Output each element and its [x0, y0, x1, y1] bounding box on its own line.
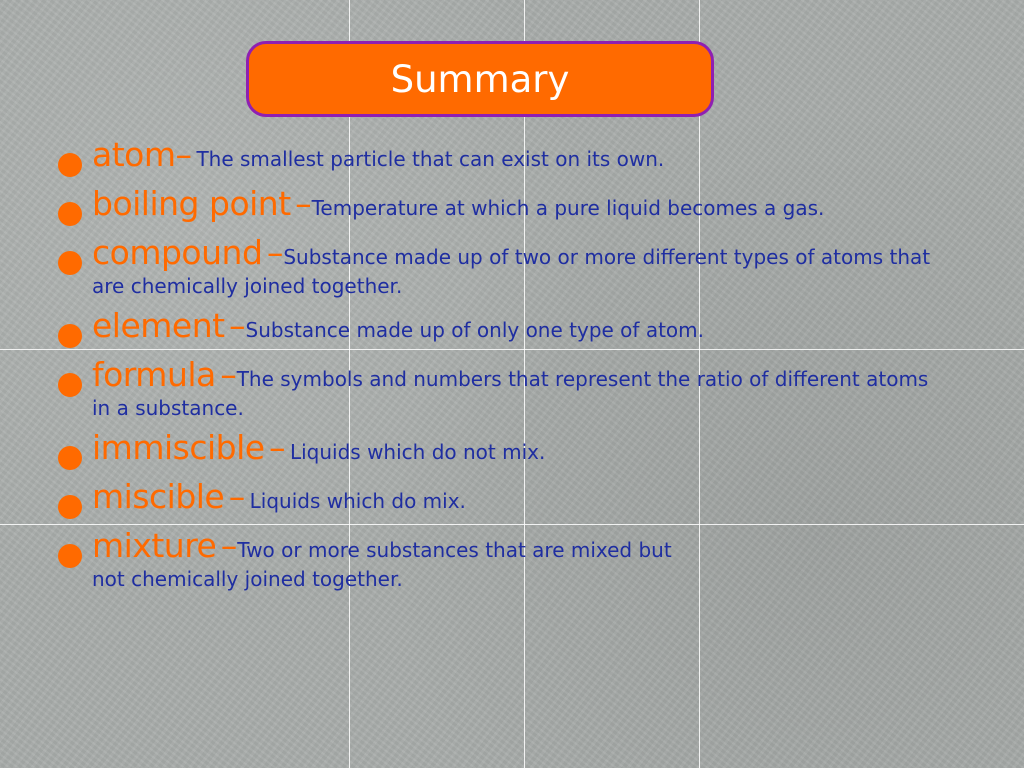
- glossary-item: [58, 477, 988, 519]
- bullet-icon: [58, 544, 82, 568]
- term-dash: –: [175, 135, 192, 174]
- glossary-item: [58, 135, 988, 177]
- glossary-definition: Substance made up of only one type of atom.: [245, 318, 704, 342]
- bullet-icon: [58, 251, 82, 275]
- glossary-list: [58, 135, 988, 604]
- glossary-item: [58, 233, 988, 299]
- bullet-icon: [58, 153, 82, 177]
- glossary-term: boiling point: [92, 184, 291, 223]
- glossary-definition-continued: not chemically joined together.: [92, 567, 403, 591]
- glossary-item: [58, 428, 988, 470]
- slide-title: Summary: [390, 57, 570, 101]
- glossary-term: immiscible: [92, 428, 265, 467]
- glossary-definition: Liquids which do not mix.: [289, 440, 546, 464]
- glossary-definition: The symbols and numbers that represent the ratio of different atoms: [236, 367, 929, 391]
- term-dash: –: [295, 184, 312, 223]
- glossary-definition: The smallest particle that can exist on its own.: [196, 147, 665, 171]
- glossary-definition: Substance made up of two or more different types of atoms that: [283, 245, 931, 269]
- glossary-definition: Temperature at which a pure liquid becomes a gas.: [311, 196, 825, 220]
- bullet-icon: [58, 202, 82, 226]
- term-dash: –: [220, 355, 237, 394]
- glossary-term: atom: [92, 135, 176, 174]
- term-dash: –: [266, 233, 284, 272]
- glossary-term: miscible: [92, 477, 225, 516]
- glossary-item: [58, 306, 988, 348]
- glossary-term: formula: [92, 355, 216, 394]
- term-dash: –: [228, 477, 246, 516]
- glossary-item: [58, 526, 988, 592]
- title-banner: [246, 41, 714, 117]
- bullet-icon: [58, 324, 82, 348]
- bullet-icon: [58, 373, 82, 397]
- glossary-definition-continued: are chemically joined together.: [92, 274, 403, 298]
- glossary-term: compound: [92, 233, 263, 272]
- term-dash: –: [229, 306, 246, 345]
- glossary-term: mixture: [92, 526, 217, 565]
- glossary-term: element: [92, 306, 225, 345]
- term-dash: –: [269, 428, 286, 467]
- glossary-item: [58, 355, 988, 421]
- glossary-definition: Two or more substances that are mixed but: [237, 538, 672, 562]
- term-dash: –: [220, 526, 238, 565]
- glossary-definition: Liquids which do mix.: [249, 489, 466, 513]
- glossary-definition-continued: in a substance.: [92, 396, 244, 420]
- glossary-item: [58, 184, 988, 226]
- bullet-icon: [58, 495, 82, 519]
- bullet-icon: [58, 446, 82, 470]
